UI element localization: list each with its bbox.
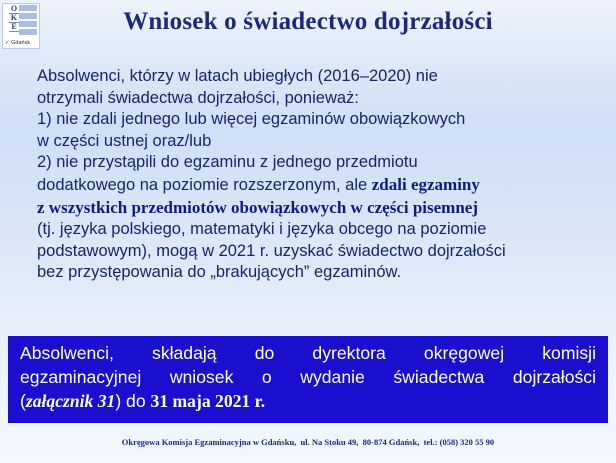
body-line: (tj. języka polskiego, matematyki i języka obcego na poziomie [37,220,487,239]
deadline-date: 31 maja 2021 r. [150,391,266,411]
body-text: dodatkowego na poziomie rozszerzonym, ale [37,175,372,194]
body-line: bez przystępowania do „brakujących” egzaminów. [37,263,402,282]
annex-reference: załącznik 31 [25,391,116,411]
logo-letter-k: K [10,13,18,22]
body-line: Absolwenci, którzy w latach ubiegłych (2016–2020) nie [37,67,438,85]
logo-city: ✓ Gdańsk [5,40,31,46]
body-emphasis: z wszystkich przedmiotów obowiązkowych w części pisemnej [37,197,478,217]
body-line: w części ustnej oraz/lub [37,131,212,150]
highlight-text: ( [20,391,26,411]
logo-letter-e: E [9,23,19,32]
body-line: otrzymali świadectwa dojrzałości, ponieważ: [37,88,359,107]
logo-letter-o: O [10,4,18,13]
body-line: podstawowym), mogą w 2021 r. uzyskać świadectwo dojrzałości [37,241,506,260]
body-emphasis: zdali egzaminy [371,174,480,194]
body-line: 1) nie zdali jednego lub więcej egzaminów obowiązkowych [37,110,466,129]
body-line: 2) nie przystąpili do egzaminu z jednego przedmiotu [37,153,418,172]
highlight-box [8,336,608,423]
body-line [37,197,597,220]
body-line [37,174,597,197]
highlight-line: Absolwenci, składają do dyrektora okręgowej komisji [20,343,596,363]
highlight-line: egzaminacyjnej wniosek o wydanie świadectwa dojrzałości [20,367,596,387]
slide-body [37,66,597,284]
highlight-text: ) do [115,391,151,411]
highlight-line [20,389,596,413]
footer-address: Okręgowa Komisja Egzaminacyjna w Gdańsku, ul. Na Stoku 49, 80-874 Gdańsk, tel.: (058) 320 55 90 [121,437,495,447]
slide-title: Wniosek o świadectwo dojrzałości [123,8,493,35]
